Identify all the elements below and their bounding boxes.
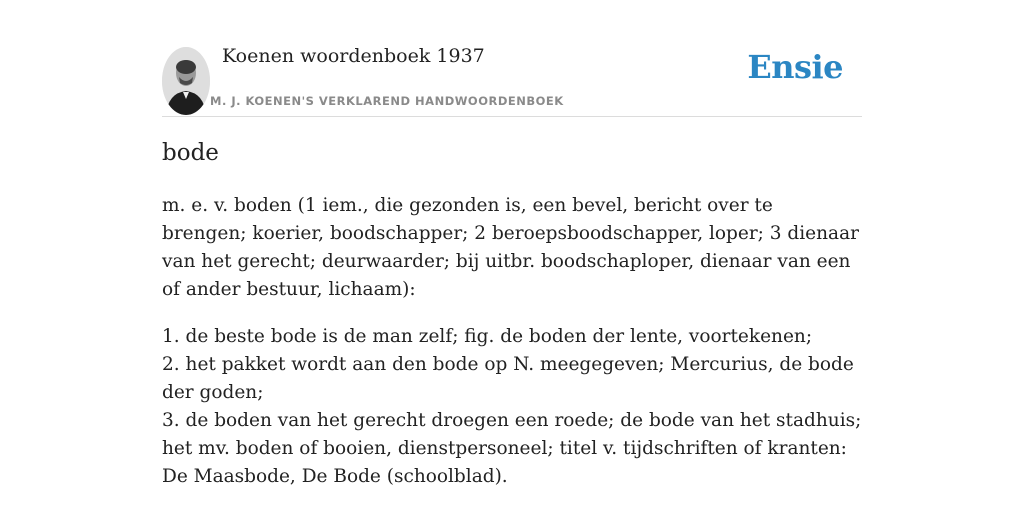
book-title[interactable]: Koenen woordenboek 1937 xyxy=(222,45,485,67)
example-item: 2. het pakket wordt aan den bode op N. meegegeven; Mercurius, de bode der goden; xyxy=(162,354,854,403)
book-subtitle: M. J. KOENEN'S VERKLAREND HANDWOORDENBOEK xyxy=(210,94,564,108)
author-portrait xyxy=(162,47,210,115)
definition: m. e. v. boden (1 iem., die gezonden is, een bevel, bericht over te brengen; koerier, boodschapper; 2 beroepsboodschapper, loper; 3 dienaar van het gerecht; deurwaarder; bij uitbr. boodschaploper, dienaar van een of ander bestuur, lichaam): xyxy=(162,195,859,300)
headword: bode xyxy=(162,140,219,166)
example-item: 1. de beste bode is de man zelf; fig. de boden der lente, voortekenen; xyxy=(162,326,813,347)
page xyxy=(162,0,862,487)
examples-list xyxy=(162,323,862,491)
header xyxy=(162,0,862,117)
example-item: 3. de boden van het gerecht droegen een roede; de bode van het stadhuis; het mv. boden of booien, dienstpersoneel; titel v. tijdschriften of kranten: De Maasbode, De Bode (schoolblad). xyxy=(162,410,862,487)
ensie-logo-link[interactable]: Ensie xyxy=(747,48,843,86)
